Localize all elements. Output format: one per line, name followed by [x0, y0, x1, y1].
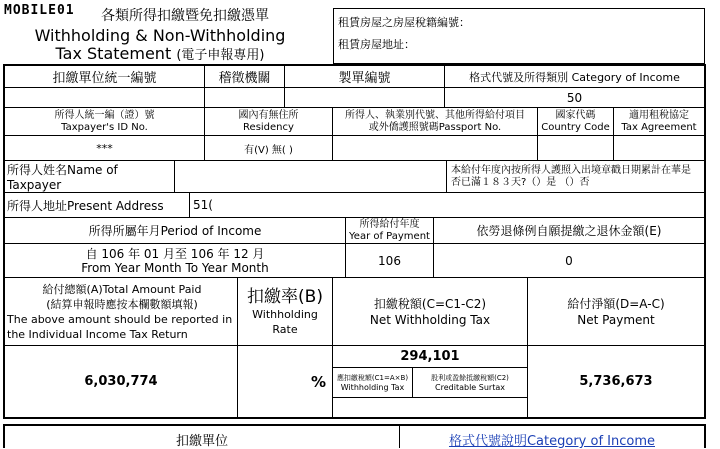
unit-id-label: 扣繳單位統一編號 — [5, 66, 205, 88]
withholding-tax-label: 扣繳稅額(C=C1-C2) Net Withholding Tax — [333, 278, 528, 346]
lessor-address-label: 租賃房屋地址： — [338, 38, 415, 51]
logo: MOBILE01 — [4, 3, 75, 18]
taxpayer-name-value — [175, 161, 447, 193]
agency-label: 稽徵機關 — [205, 66, 285, 88]
period-range: 自 106 年 01 月至 106 年 12 月 From Year Month To Year Month — [5, 244, 346, 278]
category-value: 50 — [445, 88, 704, 108]
tax-agreement-label: 適用租稅協定 Tax Agreement — [614, 108, 704, 136]
c-split-blank — [333, 398, 528, 417]
category-label: 格式代號及所得類別 Category of Income — [445, 66, 704, 88]
c1-withholding-tax: 應扣繳稅額(C1=A×B) Withholding Tax — [333, 368, 413, 398]
taxpayer-id-label: 所得人統一編（證）號 Taxpayer's ID No. — [5, 108, 205, 136]
residency-value: 有(V) 無( ) — [205, 136, 333, 161]
percent-sign: % — [310, 372, 326, 391]
net-payment-value: 5,736,673 — [579, 374, 653, 389]
residence-183-note: 本給付年度內按所得人護照入出境章戳日期累計在華是否已滿１８３天?（）是 （）否 — [447, 161, 704, 193]
period-label: 所得所屬年月Period of Income — [5, 218, 346, 244]
withholding-rate-label: 扣繳率(B) Withholding Rate — [238, 278, 333, 346]
c2-creditable-surtax: 股利或盈餘抵繳稅額(C2) Creditable Surtax — [413, 368, 528, 398]
pension-label: 依勞退條例自願提繳之退休金額(E) — [434, 218, 704, 244]
passport-label: 所得人、執業別代號、其他所得給付項目 或外僑護照號碼Passport No. — [333, 108, 538, 136]
unit-id-value — [5, 88, 205, 108]
pension-value: 0 — [434, 244, 704, 278]
address-value: 51( — [190, 193, 704, 218]
withholding-rate-value — [238, 346, 333, 417]
total-paid-value: 6,030,774 — [5, 346, 238, 417]
taxpayer-id-value: *** — [5, 136, 205, 161]
country-code-label: 國家代碼 Country Code — [538, 108, 614, 136]
withholding-tax-value: 294,101 — [333, 346, 528, 368]
form-title-note: (電子申報專用) — [176, 48, 265, 63]
footer-unit-label: 扣繳單位 — [175, 434, 228, 449]
serial-value — [285, 88, 445, 108]
tax-agreement-value — [614, 136, 704, 161]
serial-label: 製單編號 — [285, 66, 445, 88]
address-label: 所得人地址Present Address — [5, 193, 190, 218]
total-paid-label: 給付總額(A)Total Amount Paid (結算申報時應按本欄數額填報) The above amount should be reported in the Individual Income Tax Return — [5, 278, 238, 346]
residency-label: 國內有無住所 Residency — [205, 108, 333, 136]
form-title-en-2-row — [10, 44, 310, 63]
lessor-tax-id-label: 租賃房屋之房屋稅籍編號： — [338, 16, 470, 29]
passport-value — [333, 136, 538, 161]
net-payment-label: 給付淨額(D=A-C) Net Payment — [528, 278, 704, 346]
country-code-value — [538, 136, 614, 161]
form-title-en-1: Withholding & Non-Withholding — [34, 26, 286, 45]
payment-year-label: 所得給付年度 Year of Payment — [346, 218, 434, 244]
form-title-zh: 各類所得扣繳暨免扣繳憑單 — [101, 8, 269, 24]
category-of-income-link[interactable]: 格式代號說明Category of Income — [448, 434, 655, 449]
agency-value — [205, 88, 285, 108]
taxpayer-name-label: 所得人姓名Name of Taxpayer — [5, 161, 175, 193]
payment-year-value: 106 — [346, 244, 434, 278]
form-title-en-2: Tax Statement — [55, 44, 172, 63]
